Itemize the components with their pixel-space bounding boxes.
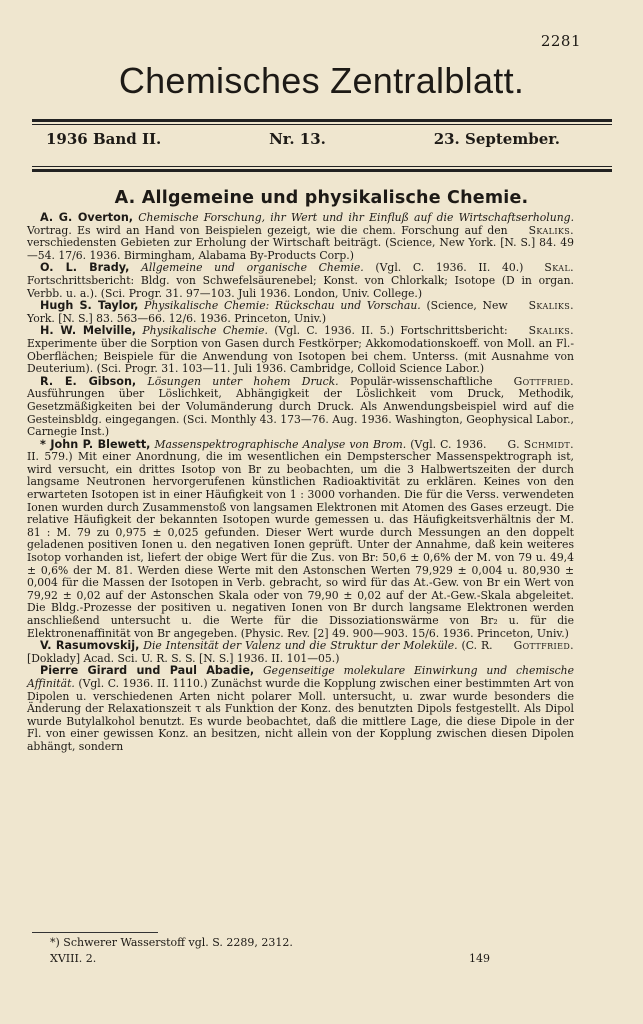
section-heading: A. Allgemeine und physikalische Chemie. (114, 188, 529, 208)
abstract-list (27, 212, 574, 754)
entry-signature: Skaliks. (528, 324, 574, 338)
volume-label: 1936 Band II. (46, 130, 162, 148)
entry-body: (C. R. [Doklady] Acad. Sci. U. R. S. S. [N. S.] 1936. II. 101—05.) (27, 639, 493, 665)
header-rule-bottom (32, 169, 612, 172)
abstract-entry (27, 640, 574, 665)
page-footer (50, 952, 490, 965)
entry-signature: Skaliks. (528, 223, 574, 237)
abstract-entry (27, 300, 574, 325)
sheet-label: XVIII. 2. (50, 952, 97, 965)
entry-author: Hugh S. Taylor, (40, 299, 139, 313)
entry-author: V. Rasumovskij, (40, 639, 140, 653)
page-number: 2281 (540, 32, 581, 50)
entry-author: O. L. Brady, (40, 261, 130, 275)
entry-signature: Gottfried. (513, 374, 574, 388)
entry-author: * John P. Blewett, (40, 437, 151, 451)
entry-title: Lösungen unter hohem Druck. (147, 374, 339, 388)
entry-body: Populär-wissenschaftliche Ausführungen über Löslichkeit, Abhängigkeit der Löslichkeit vom Druck, Methodik, Gesetzmäßigkeiten bei der Volumänderung durch Druck. Als Anwendungsbeispiel wird auf die Gesteinsbldg. eingegangen. (Sci. Monthly 43. 173—76. Aug. 1936. Washington, Geophysical Labor., Carnegie Inst.) (27, 374, 574, 439)
entry-title: Massenspektrographische Analyse von Brom. (154, 437, 407, 451)
entry-author: H. W. Melville, (40, 324, 137, 338)
entry-author: R. E. Gibson, (40, 374, 137, 388)
abstract-entry (27, 212, 574, 262)
footnote-rule (32, 932, 158, 933)
abstract-entry (27, 325, 574, 375)
entry-signature: Skaliks. (528, 299, 574, 313)
entry-title: Physikalische Chemie. (142, 324, 268, 338)
abstract-entry (27, 376, 574, 439)
issue-band (46, 130, 560, 148)
entry-title: Die Intensität der Valenz und die Struktur der Moleküle. (143, 639, 458, 653)
entry-body: (Vgl. C. 1936. II. 1110.) Zunächst wurde die Kopplung zwischen einer bestimmten Art von Dipolen u. verschiedenen Arten nicht polarer Moll. untersucht, u. zwar wurde besonders die Änderung der Relaxationszeit τ als Funktion der Konz. des benutzten Dipols festgestellt. Als Dipol wurde Butylalkohol benutzt. Es wurde beobachtet, daß die mittlere Lage, die diese Dipole in der Fl. von einer gewissen Konz. an besitzen, nicht allein von der Kopplung zwischen diesen Dipolen abhängt, sondern (27, 676, 574, 753)
entry-body: (Vgl. C. 1936. II. 40.) Fortschrittsbericht: Bldg. von Schwefelsäurenebel; Konst. von Chlorkalk; Isotope (D in organ. Verbb. u. a.). (Sci. Progr. 31. 97—103. Juli 1936. London, Univ. College.) (27, 261, 574, 300)
entry-title: Gegenseitige molekulare Einwirkung und chemische Affinität. (27, 664, 575, 690)
header-rule-bottom-thin (32, 166, 612, 167)
entry-author: Pierre Girard und Paul Abadie, (40, 664, 255, 678)
entry-title: Allgemeine und organische Chemie. (141, 261, 364, 275)
entry-body: (Vgl. C. 1936. II. 579.) Mit einer Anordnung, die im wesentlichen ein Dempsterscher Massenspektrograph ist, wird versucht, ein drittes Isotop von Br zu beobachten, um die 3 Halbwertszeiten der durch langsame Neutronen hervorgerufenen künstlichen Radioaktivität zu erklären. Keines von den erwarteten Isotopen ist in einer Häufigkeit von 1 : 3000 vorhanden. Die für die Verss. verwendeten Ionen wurden durch Zusammenstoß von langsamen Elektronen mit Atomen des Gases erzeugt. Die relative Häufigkeit der bekannten Isotopen wurde gemessen u. das Häufigkeitsverhältnis der M. 81 : M. 79 zu 0,975 ± 0,025 gefunden. Dieser Wert wurde durch Messungen an den doppelt geladenen positiven Ionen u. den negativen Ionen geprüft. Unter der Annahme, daß kein weiteres Isotop vorhanden ist, liefert der obige Wert für die Zus. von Br: 50,6 ± 0,6% der M. von 79 u. 49,4 ± 0,6% der M. 81. Werden diese Werte mit den Astonschen Werten 79,929 ± 0,004 u. 80,930 ± 0,004 für die Massen der Isotopen in Verb. gebracht, so wird für das At.-Gew. von Br ein Wert von 79,92 ± 0,02 auf der Astonschen Skala oder von 79,90 ± 0,02 auf der At.-Gew.-Skala abgeleitet. Die Bldg.-Prozesse der positiven u. negativen Ionen von Br durch langsame Elektronen werden anschließend untersucht u. die Werte für die Dissoziationswärme von Br₂ u. für die Elektronenaffinität von Br angegeben. (Physic. Rev. [2] 49. 900—903. 15/6. 1936. Princeton, Univ.) (27, 437, 574, 640)
header-rule-top (32, 119, 612, 122)
entry-body: Vortrag. Es wird an Hand von Beispielen gezeigt, wie die chem. Forschung auf den verschiedensten Gebieten zur Erholung der Wirtschaft beiträgt. (Science, New York. [N. S.] 84. 49—54. 17/6. 1936. Birmingham, Alabama By-Products Corp.) (27, 223, 574, 262)
header-rule-top-thin (32, 124, 612, 125)
entry-body: (Science, New York. [N. S.] 83. 563—66. 12/6. 1936. Princeton, Univ.) (27, 299, 508, 325)
entry-title: Physikalische Chemie: Rückschau und Vorschau. (144, 299, 421, 313)
issue-label: Nr. 13. (269, 130, 326, 148)
entry-title: Chemische Forschung, ihr Wert und ihr Einfluß auf die Wirtschaftserholung. (138, 211, 574, 224)
entry-author: A. G. Overton, (40, 211, 134, 224)
abstract-entry (27, 439, 574, 641)
entry-body: (Vgl. C. 1936. II. 5.) Fortschrittsbericht: Experimente über die Sorption von Gasen durch Festkörper; Akkomodationskoeff. von Moll. an Fl.-Oberflächen; Beispiele für die Anwendung von Isotopen bei chem. Unterss. (mit Ausnahme von Deuterium). (Sci. Progr. 31. 103—11. Juli 1936. Cambridge, Colloid Science Labor.) (27, 324, 574, 376)
footnote: *) Schwerer Wasserstoff vgl. S. 2289, 2312. (50, 936, 293, 949)
date-label: 23. September. (433, 130, 560, 148)
abstract-entry (27, 665, 574, 753)
journal-title: Chemisches Zentralblatt. (118, 60, 525, 101)
entry-signature: Gottfried. (513, 639, 574, 653)
entry-signature: G. Schmidt. (507, 437, 574, 451)
abstract-entry (27, 262, 574, 300)
entry-signature: Skal. (544, 261, 574, 275)
sheet-number: 149 (469, 952, 490, 965)
